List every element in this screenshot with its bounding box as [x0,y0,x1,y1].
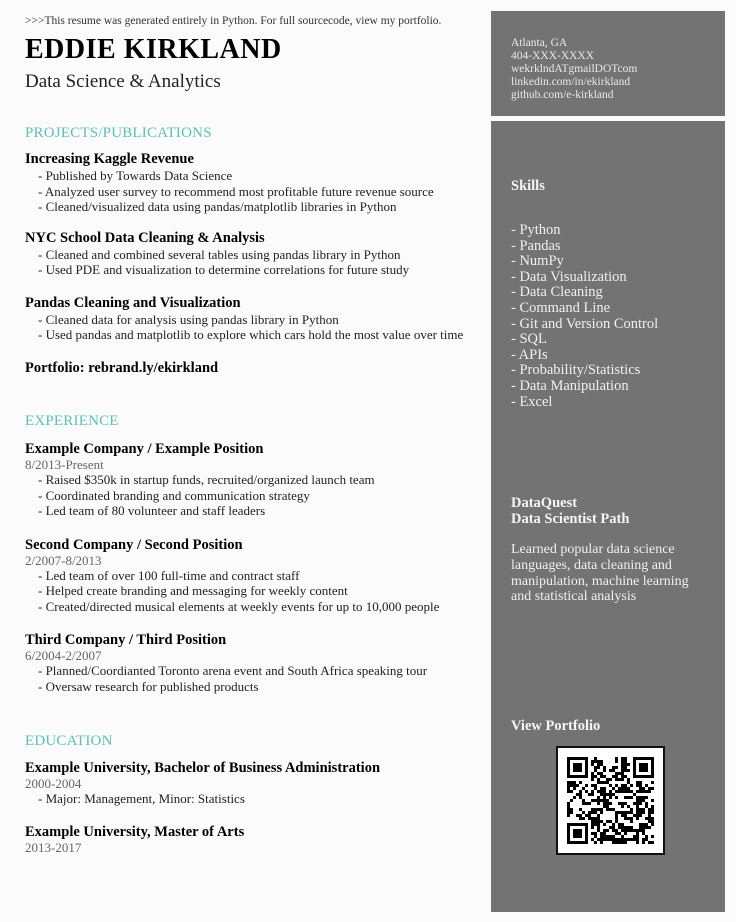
bullet: - Used PDE and visualization to determine correlations for future study [38,262,410,277]
skills-list [511,223,658,410]
bullet: - Planned/Coordianted Toronto arena event and South Africa speaking tour [38,663,428,678]
skill-item: - Excel [511,393,553,410]
project-entry [25,230,485,278]
bullet: - Cleaned and combined several tables using pandas library in Python [38,246,401,262]
skill-item: - SQL [511,331,547,348]
contact-location: Atlanta, GA [511,37,568,49]
bullet: - Cleaned/visualized data using pandas/matplotlib libraries in Python [38,199,397,214]
job-bullets [25,663,485,694]
bullet: - Major: Management, Minor: Statistics [38,791,245,806]
degree-title: Example University, Bachelor of Business Administration [25,760,381,776]
contact-panel [491,11,725,116]
job-date: 6/2004-2/2007 [25,648,102,663]
experience-section [25,412,485,694]
job-bullets [25,472,485,519]
generator-note: >>>This resume was generated entirely in Python. For full sourcecode, view my portfolio. [25,15,442,27]
skill-item: - Pandas [511,237,561,254]
job-entry [25,632,485,694]
skill-item: - APIs [511,346,548,363]
job-entry [25,441,485,519]
skill-item: - NumPy [511,253,564,270]
education-heading: EDUCATION [25,733,113,749]
project-entry [25,151,485,215]
bullet: - Cleaned data for analysis using pandas library in Python [38,311,339,327]
description-line: languages, data cleaning and [511,557,672,573]
degree-date: 2013-2017 [25,839,82,855]
job-date: 2/2007-8/2013 [25,552,102,568]
education-entry [25,760,485,807]
skills-heading: Skills [511,178,545,194]
portfolio-link[interactable]: Portfolio: rebrand.ly/ekirkland [25,359,219,376]
description-line: and statistical analysis [511,589,637,605]
job-entry [25,537,485,615]
degree-date: 2000-2004 [25,776,82,791]
bullet: - Used pandas and matplotlib to explore which cars hold the most value over time [38,327,464,342]
job-bullets [25,568,485,615]
project-title: Increasing Kaggle Revenue [25,151,194,167]
skill-item: - Python [511,222,561,238]
job-date: 8/2013-Present [25,457,104,472]
bullet: - Created/directed musical elements at weekly events for up to 10,000 people [38,598,440,614]
project-title: Pandas Cleaning and Visualization [25,294,241,311]
dataquest-path: Data Scientist Path [511,511,630,527]
education-entry [25,824,485,855]
bullet: - Oversaw research for published products [38,678,259,694]
project-bullets [25,312,485,343]
bullet: - Analyzed user survey to recommend most profitable future revenue source [38,183,434,199]
skill-item: - Probability/Statistics [511,362,641,379]
project-bullets [25,247,485,278]
view-portfolio-heading: View Portfolio [511,718,601,734]
dataquest-title: DataQuest [511,495,578,511]
bullet: - Raised $350k in startup funds, recruited/organized launch team [38,472,375,487]
project-title: NYC School Data Cleaning & Analysis [25,229,265,246]
projects-section [25,124,485,377]
skill-item: - Command Line [511,299,611,316]
contact-email[interactable]: wekrklndATgmailDOTcom [511,63,638,75]
skill-item: - Data Cleaning [511,284,603,301]
projects-heading: PROJECTS/PUBLICATIONS [25,125,212,141]
main-column [25,14,485,94]
qr-code-icon [567,757,654,844]
job-title: Example Company / Example Position [25,441,264,457]
description-line: manipulation, machine learning [511,573,689,589]
dataquest-description [511,542,689,605]
bullet: - Led team of over 100 full-time and contract staff [38,567,300,583]
contact-github[interactable]: github.com/e-kirkland [511,89,614,101]
skill-item: - Data Manipulation [511,377,629,394]
degree-bullets [25,791,485,807]
description-line: Learned popular data science [511,542,675,557]
bullet: - Led team of 80 volunteer and staff leaders [38,503,266,518]
bullet: - Helped create branding and messaging for weekly content [38,583,348,598]
job-title: Third Company / Third Position [25,632,227,648]
dataquest-heading [511,495,629,527]
qr-code[interactable] [556,746,665,855]
education-section [25,732,485,855]
skill-item: - Data Visualization [511,268,627,285]
degree-title: Example University, Master of Arts [25,823,245,840]
project-entry [25,295,485,343]
bullet: - Coordinated branding and communication strategy [38,487,310,503]
skill-item: - Git and Version Control [511,315,659,332]
candidate-subtitle: Data Science & Analytics [25,71,221,92]
job-title: Second Company / Second Position [25,536,243,553]
experience-heading: EXPERIENCE [25,413,119,429]
sidebar-panel [491,121,725,912]
candidate-name: EDDIE KIRKLAND [25,34,282,65]
contact-phone: 404-XXX-XXXX [511,50,595,62]
project-bullets [25,168,485,215]
bullet: - Published by Towards Data Science [38,168,233,183]
contact-linkedin[interactable]: linkedin.com/in/ekirkland [511,76,631,88]
contact-info [511,37,637,102]
